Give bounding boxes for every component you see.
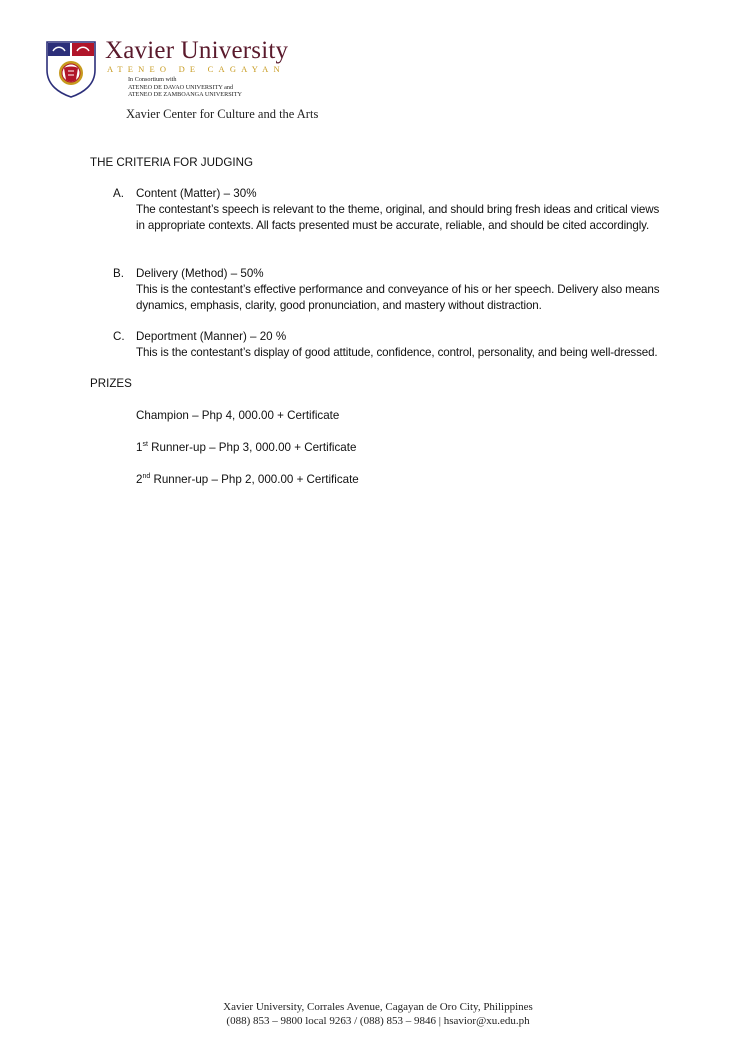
university-name: Xavier University: [105, 37, 289, 64]
consortium-line: ATENEO DE ZAMBOANGA UNIVERSITY: [128, 91, 242, 98]
criteria-item-deportment: [90, 329, 670, 361]
list-marker: A.: [113, 187, 124, 200]
footer-text: [218, 1000, 538, 1028]
prize-first-runner-up: [90, 440, 670, 456]
university-seal-icon: [45, 40, 97, 98]
ordinal-number: 2: [136, 473, 143, 486]
prize-text: Runner-up – Php 3, 000.00 + Certificate: [147, 441, 357, 454]
list-marker: C.: [113, 330, 125, 343]
criteria-title: Delivery (Method) – 50%: [136, 267, 264, 280]
department-name: Xavier Center for Culture and the Arts: [126, 107, 319, 121]
consortium-note: [128, 76, 242, 99]
document-body: [90, 155, 670, 488]
prize-second-runner-up: [90, 472, 670, 488]
criteria-heading: THE CRITERIA FOR JUDGING: [90, 156, 253, 169]
ordinal-suffix: nd: [142, 473, 151, 480]
prizes-heading: PRIZES: [90, 377, 132, 390]
footer-contact: (088) 853 – 9800 local 9263 / (088) 853 – 9846 | hsavior@xu.edu.ph: [226, 1015, 530, 1027]
criteria-title: Content (Matter) – 30%: [136, 187, 257, 200]
footer-address: Xavier University, Corrales Avenue, Cagayan de Oro City, Philippines: [223, 1001, 533, 1013]
criteria-title: Deportment (Manner) – 20 %: [136, 330, 287, 343]
criteria-list: [90, 186, 670, 361]
prize-text: Runner-up – Php 2, 000.00 + Certificate: [150, 473, 359, 486]
consortium-line: ATENEO DE DAVAO UNIVERSITY and: [128, 83, 234, 91]
criteria-item-delivery: [90, 266, 670, 314]
prize-champion: Champion – Php 4, 000.00 + Certificate: [136, 409, 340, 422]
criteria-description: The contestant’s speech is relevant to the theme, original, and should bring fresh ideas and critical views in appropriate contexts. All facts presented must be accurate, reliable, and should be cited accordingly.: [136, 203, 660, 232]
ordinal-suffix: st: [142, 441, 148, 448]
criteria-item-content: [90, 186, 670, 234]
list-marker: B.: [113, 267, 124, 280]
ordinal-number: 1: [136, 441, 143, 454]
university-subtitle: ATENEO DE CAGAYAN: [107, 64, 285, 74]
consortium-line: In Consortium with: [128, 76, 177, 83]
criteria-description: This is the contestant’s display of good attitude, confidence, control, personality, and being well-dressed.: [136, 346, 658, 359]
criteria-description: This is the contestant’s effective performance and conveyance of his or her speech. Delivery also means dynamics, emphasis, clarity, good pronunciation, and mastery without distraction.: [136, 283, 660, 312]
